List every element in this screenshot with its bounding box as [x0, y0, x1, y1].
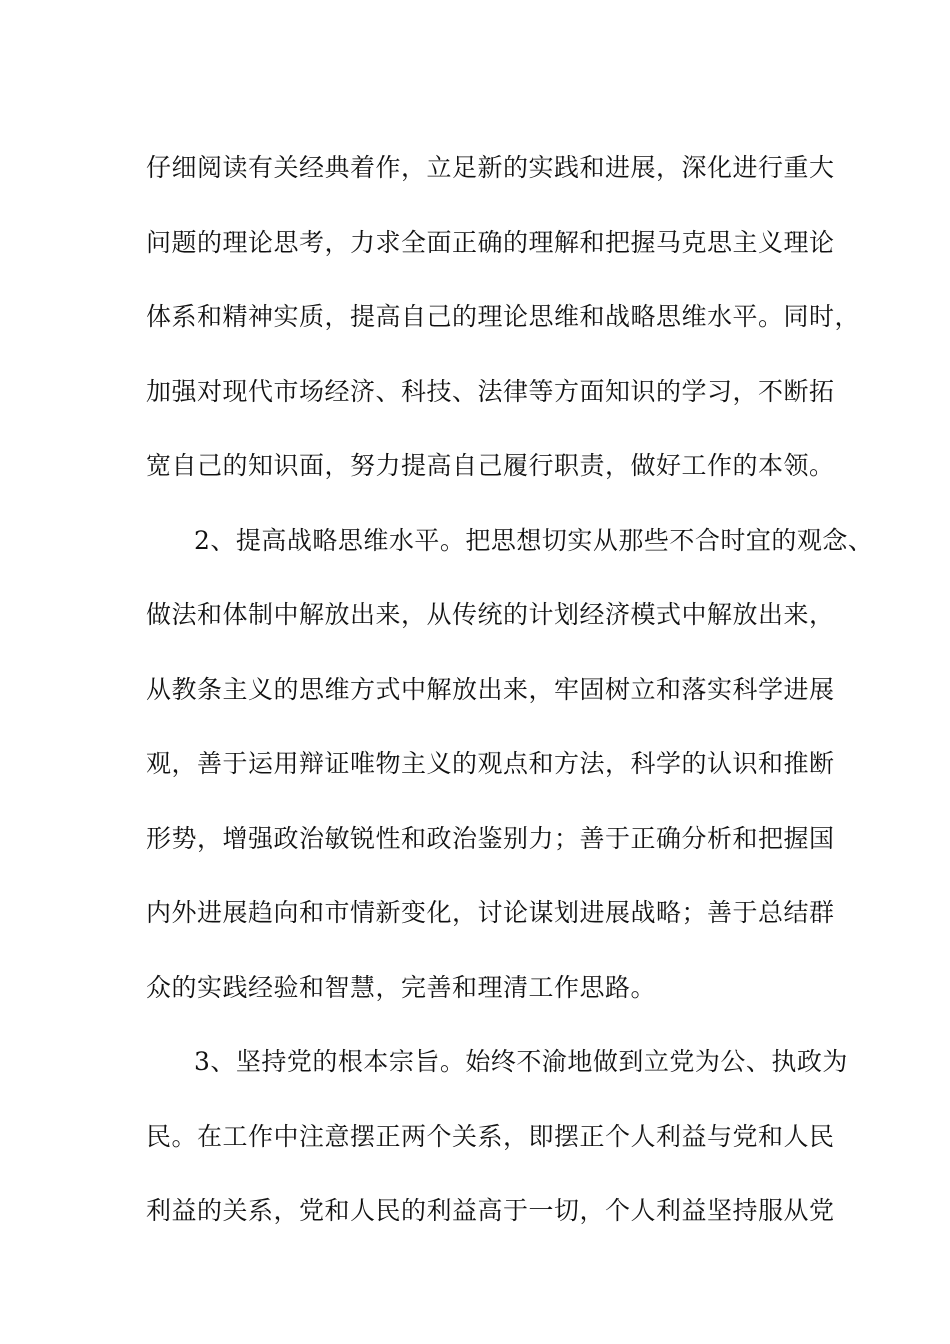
- text-line: 形势，增强政治敏锐性和政治鉴别力；善于正确分析和把握国: [146, 823, 835, 853]
- text-line: 问题的理论思考，力求全面正确的理解和把握马克思主义理论: [146, 227, 835, 257]
- text-line: 民。在工作中注意摆正两个关系，即摆正个人利益与党和人民: [146, 1121, 835, 1151]
- text-line: 众的实践经验和智慧，完善和理清工作思路。: [146, 972, 657, 1002]
- text-line: 宽自己的知识面，努力提高自己履行职责，做好工作的本领。: [146, 451, 835, 480]
- text-line: 从教条主义的思维方式中解放出来，牢固树立和落实科学进展: [146, 674, 835, 704]
- text-line: 观，善于运用辩证唯物主义的观点和方法，科学的认识和推断: [146, 749, 835, 778]
- text-line: 内外进展趋向和市情新变化，讨论谋划进展战略；善于总结群: [146, 898, 835, 927]
- paragraph-2-first-line: 2、提高战略思维水平。把思想切实从那些不合时宜的观念、: [194, 525, 874, 555]
- text-line: 利益的关系，党和人民的利益高于一切，个人利益坚持服从党: [146, 1196, 835, 1225]
- text-line: 仔细阅读有关经典着作，立足新的实践和进展，深化进行重大: [146, 153, 835, 182]
- paragraph-3-first-line: 3、坚持党的根本宗旨。始终不渝地做到立党为公、执政为: [194, 1047, 848, 1076]
- text-line: 加强对现代市场经济、科技、法律等方面知识的学习，不断拓: [146, 376, 835, 406]
- text-line: 体系和精神实质，提高自己的理论思维和战略思维水平。同时，: [146, 302, 861, 331]
- body-text: [146, 131, 874, 1249]
- text-line: 做法和体制中解放出来，从传统的计划经济模式中解放出来，: [146, 600, 835, 629]
